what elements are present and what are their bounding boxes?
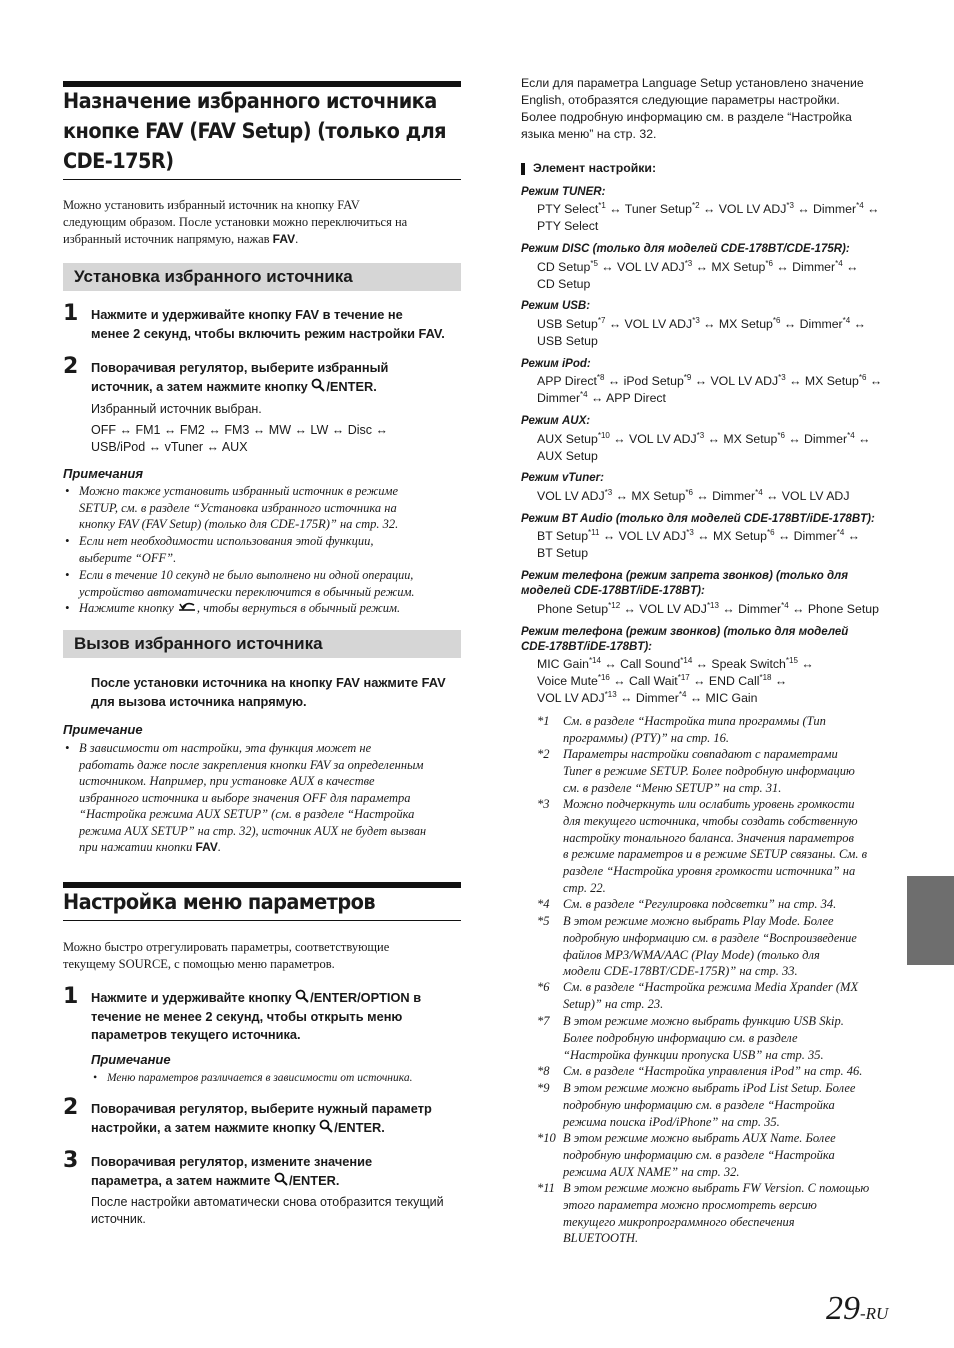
- text-line: SETUP, см. в разделе “Установка избранного источника на: [79, 500, 397, 515]
- text-line: Нажмите кнопку: [79, 601, 174, 615]
- text-line: кнопку FAV (FAV Setup) (только для CDE-175R)” на стр. 32.: [79, 517, 399, 531]
- step-2-text: [91, 359, 463, 396]
- footnote-mark: *7: [537, 1014, 550, 1028]
- footnote-mark: *1: [537, 714, 550, 728]
- search-icon: [311, 378, 326, 392]
- text-line: В этом режиме можно выбрать функцию USB Skip.: [563, 1014, 844, 1028]
- note-item: • В зависимости от настройки, эта функция может не работать даже после закрепления кнопки FAV за определенным источником. Например, при установке AUX в качестве избранного источника и выборе значения OFF для параметра “Настройка режима AUX SETUP” (см. в разделе “Настройка режима AUX SETUP” на стр. 32), источник AUX не будет вызван при нажатии кнопки FAV.: [79, 740, 469, 856]
- punct: .: [217, 840, 222, 854]
- text-line: моделей CDE-178BT/iDE-178BT):: [521, 585, 705, 597]
- text-line: См. в разделе “Регулировка подсветки” на стр. 34.: [563, 897, 837, 911]
- text-line: выберите “OFF”.: [79, 550, 177, 565]
- mode-sequence: BT Setup$^{*11}$ ↔ VOL LV ADJ$^{*3}$ ↔ MX Setup$^{*6}$ ↔ Dimmer$^{*4}$ ↔ BT Setup: [537, 527, 860, 560]
- step-result: Избранный источник выбран.: [91, 402, 262, 416]
- note-item: • Меню параметров различается в зависимости от источника.: [93, 1072, 413, 1084]
- text-line: файлов MP3/WMA/AAC (Play Mode) (только для: [563, 947, 820, 962]
- text-line: BLUETOOTH.: [563, 1231, 639, 1246]
- text-line: модели CDE-178BT/CDE-175R)” на стр. 33.: [563, 964, 798, 979]
- text-line: избранного источника и выборе значения OFF для параметра: [79, 790, 411, 805]
- text-line: В этом режиме можно выбрать FW Version. С помощью: [563, 1181, 870, 1195]
- text-line: См. в разделе “Настройка режима Media Xpander (MX: [563, 980, 859, 994]
- chapter-tab: [907, 876, 954, 965]
- note-item: • Если нет необходимости использования этой функции, выберите “OFF”.: [79, 533, 464, 566]
- mode-sequence: APP Direct$^{*8}$ ↔ iPod Setup$^{*9}$ ↔ VOL LV ADJ$^{*3}$ ↔ MX Setup$^{*6}$ ↔ Dimmer$^{*4}$ ↔ APP Direct: [537, 372, 883, 405]
- mode-heading: Режим AUX:: [521, 415, 591, 427]
- text-line: текущего микропрограммного обеспечения: [563, 1214, 795, 1229]
- text-line: подробную информацию см. в разделе “Настройка: [563, 1147, 835, 1162]
- section-title-line: Назначение избранного источника: [63, 89, 437, 113]
- text-line: для вызова источника напрямую.: [91, 693, 307, 709]
- text-line: устройство автоматически переключится в обычный режим.: [79, 584, 415, 599]
- text-line: настройки, а затем нажмите кнопку: [91, 1119, 316, 1135]
- text-line: текущему SOURCE, с помощью меню параметров.: [63, 957, 335, 971]
- mode-heading: Режим BT Audio (только для моделей CDE-178BT/iDE-178BT):: [521, 513, 875, 525]
- notes-heading: Примечания: [63, 466, 144, 481]
- fav-label: FAV: [272, 232, 296, 246]
- text-line: Поворачивая регулятор, измените значение: [91, 1154, 373, 1169]
- text-line: CDE-178BT/iDE-178BT):: [521, 641, 652, 653]
- text-line: настройку тонального баланса. Значения параметров: [563, 830, 854, 845]
- text-line: См. в разделе “Настройка типа программы (Тип: [563, 714, 826, 728]
- text-line: менее 2 секунд, чтобы включить режим настройки FAV.: [91, 325, 445, 341]
- footnote-mark: *11: [537, 1181, 555, 1195]
- text-line: Более подробную информацию см. в разделе “Настройка: [521, 110, 852, 124]
- text-line: работать даже после закрепления кнопки FAV за определенным: [79, 757, 424, 772]
- text-line: программы) (PTY)” на стр. 16.: [563, 730, 730, 745]
- title-rule: [63, 179, 461, 180]
- note-heading: Примечание: [91, 1052, 171, 1067]
- search-icon: [319, 1119, 334, 1133]
- text-line: В этом режиме можно выбрать AUX Name. Более: [563, 1131, 836, 1145]
- text-line: подробную информацию см. в разделе “Воспроизведение: [563, 930, 857, 945]
- text-line: Меню параметров различается в зависимости от источника.: [107, 1072, 413, 1084]
- fav-label: FAV: [195, 840, 218, 854]
- text-line: Нажмите и удерживайте кнопку FAV в течение не: [91, 307, 403, 322]
- step-2-text: [91, 1100, 463, 1137]
- step-number: 1: [63, 301, 79, 326]
- intro-paragraph: [63, 939, 461, 973]
- mode-heading: [521, 569, 893, 599]
- text-line: Поворачивая регулятор, выберите нужный параметр: [91, 1101, 432, 1116]
- footnote-mark: *9: [537, 1081, 550, 1095]
- text-line: Если в течение 10 секунд не было выполнено ни одной операции,: [79, 568, 414, 582]
- mode-heading: Режим DISC (только для моделей CDE-178BT/CDE-175R):: [521, 243, 850, 255]
- text-line: подробную информацию см. в разделе “Настройка: [563, 1097, 835, 1112]
- text-line: В этом режиме можно выбрать Play Mode. Более: [563, 914, 834, 928]
- text-line: USB/iPod ↔ vTuner ↔ AUX: [91, 440, 248, 454]
- text-line: режима AUX NAME” на стр. 32.: [563, 1164, 740, 1179]
- text-line: “Настройка функции пропуска USB” на стр. 35.: [563, 1047, 824, 1062]
- intro-paragraph: [63, 197, 461, 248]
- step-1-text: [91, 306, 463, 343]
- text-line: См. в разделе “Настройка управления iPod” на стр. 46.: [563, 1064, 863, 1078]
- text-line: этого параметра можно просмотреть версию: [563, 1197, 817, 1212]
- text-line: Tuner в режиме SETUP. Более подробную информацию: [563, 763, 855, 778]
- step-number: 1: [63, 984, 79, 1009]
- text-line: , чтобы вернуться в обычный режим.: [196, 601, 401, 615]
- text-line: см. в разделе “Меню SETUP” на стр. 31.: [563, 780, 782, 795]
- search-icon: [295, 989, 310, 1003]
- page-number: [826, 1290, 888, 1328]
- text-line: режима AUX SETUP” на стр. 32), источник AUX не будет вызван: [79, 823, 427, 838]
- note-item: • Можно также установить избранный источник в режиме SETUP, см. в разделе “Установка избранного источника на кнопку FAV (FAV Setup) (только для CDE-175R)” на стр. 32.: [79, 483, 464, 533]
- text-line: Если для параметра Language Setup установлено значение: [521, 76, 864, 90]
- mode-sequence: VOL LV ADJ$^{*3}$ ↔ MX Setup$^{*6}$ ↔ Dimmer$^{*4}$ ↔ VOL LV ADJ: [537, 487, 850, 503]
- text-line: избранный источник напрямую, нажав: [63, 232, 270, 246]
- title-rule: [63, 920, 461, 921]
- text-line: следующим образом. После установки можно переключиться на: [63, 215, 408, 229]
- text-line: “Настройка режима AUX SETUP” (см. в разделе “Настройка: [79, 807, 415, 821]
- text-line: После установки источника на кнопку FAV нажмите FAV: [91, 675, 446, 690]
- text-line: Если нет необходимости использования этой функции,: [79, 534, 374, 548]
- text-line: источник.: [91, 1212, 146, 1226]
- footnote-mark: *3: [537, 797, 550, 811]
- enter-label: /ENTER.: [334, 1119, 385, 1135]
- language-intro: [521, 75, 891, 143]
- step-number: 2: [63, 354, 79, 379]
- text-line: источником. Например, при установке AUX в качестве: [79, 774, 375, 788]
- mode-sequence: CD Setup$^{*5}$ ↔ VOL LV ADJ$^{*3}$ ↔ MX Setup$^{*6}$ ↔ Dimmer$^{*4}$ ↔ CD Setup: [537, 258, 859, 291]
- punct: .: [295, 232, 299, 246]
- page-number-value: 29: [826, 1290, 860, 1327]
- enter-label: /ENTER/OPTION в: [310, 990, 422, 1005]
- text-line: Можно установить избранный источник на кнопку FAV: [63, 198, 360, 212]
- return-icon: [177, 600, 197, 612]
- step-number: 3: [63, 1148, 79, 1173]
- enter-label: /ENTER.: [288, 1172, 340, 1188]
- footnote-mark: *2: [537, 747, 550, 761]
- mode-heading: Режим TUNER:: [521, 186, 606, 198]
- text-line: Параметры настройки совпадают с параметрами: [563, 747, 838, 761]
- text-line: для текущего источника, чтобы создать собственную: [563, 813, 858, 828]
- text-line: Нажмите и удерживайте кнопку: [91, 990, 292, 1005]
- subsection-heading: Установка избранного источника: [63, 263, 461, 291]
- mode-sequence: AUX Setup$^{*10}$ ↔ VOL LV ADJ$^{*3}$ ↔ MX Setup$^{*6}$ ↔ Dimmer$^{*4}$ ↔ AUX Setup: [537, 430, 871, 463]
- text-line: English, отобразятся следующие параметры настройки.: [521, 93, 840, 107]
- text-line: OFF ↔ FM1 ↔ FM2 ↔ FM3 ↔ MW ↔ LW ↔ Disc ↔: [91, 423, 388, 437]
- step-number: 2: [63, 1095, 79, 1120]
- text-line: разделе “Настройка уровня громкости источника” на: [563, 864, 856, 879]
- footnote-mark: *8: [537, 1064, 550, 1078]
- note-item: • Нажмите кнопку , чтобы вернуться в обычный режим.: [65, 601, 401, 615]
- text-line: Setup)” на стр. 23.: [563, 996, 664, 1011]
- note-heading: Примечание: [63, 722, 143, 737]
- step-result: [91, 1194, 463, 1228]
- mode-heading: Режим iPod:: [521, 358, 591, 370]
- step-1-text: [91, 989, 463, 1045]
- mode-heading: Режим vTuner:: [521, 472, 604, 484]
- text-line: режима поиска iPod/iPhone” на стр. 35.: [563, 1114, 780, 1129]
- enter-label: /ENTER.: [326, 378, 377, 394]
- text-line: языка меню” на стр. 32.: [521, 127, 657, 141]
- text-line: После настройки автоматически снова отобразится текущий: [91, 1195, 444, 1209]
- page-number-suffix: -RU: [860, 1304, 889, 1323]
- text-line: при нажатии кнопки: [79, 840, 193, 854]
- text-line: Режим телефона (режим запрета звонков) (только для: [521, 570, 848, 582]
- mode-heading: [521, 625, 893, 655]
- search-icon: [274, 1172, 289, 1186]
- section-title-line: кнопке FAV (FAV Setup) (только для: [63, 119, 447, 143]
- text-line: стр. 22.: [563, 880, 606, 895]
- text-line: Режим телефона (режим звонков) (только для моделей: [521, 626, 849, 638]
- text-line: источник, а затем нажмите кнопку: [91, 378, 308, 394]
- mode-sequence: USB Setup$^{*7}$ ↔ VOL LV ADJ$^{*3}$ ↔ MX Setup$^{*6}$ ↔ Dimmer$^{*4}$ ↔ USB Setup: [537, 315, 866, 348]
- section-title-line: CDE-175R): [63, 149, 174, 173]
- text-line: параметров текущего источника.: [91, 1027, 301, 1042]
- subsection-heading: Вызов избранного источника: [63, 630, 461, 658]
- text-line: Поворачивая регулятор, выберите избранный: [91, 360, 389, 375]
- call-instruction: [91, 674, 463, 711]
- text-line: Можно быстро отрегулировать параметры, соответствующие: [63, 940, 390, 954]
- footnote-mark: *5: [537, 914, 550, 928]
- text-line: в режиме параметров и в режиме SETUP связаны. См. в: [563, 847, 867, 862]
- elements-heading: Элемент настройки:: [533, 161, 657, 175]
- step-3-text: [91, 1153, 463, 1190]
- note-item: • Если в течение 10 секунд не было выполнено ни одной операции, устройство автоматически переключится в обычный режим.: [79, 567, 469, 600]
- text-line: Более подробную информацию см. в разделе: [563, 1030, 798, 1045]
- footnote-mark: *10: [537, 1131, 556, 1145]
- mode-sequence: MIC Gain$^{*14}$ ↔ Call Sound$^{*14}$ ↔ Speak Switch$^{*15}$ ↔ Voice Mute$^{*16}$ ↔ Call Wait$^{*17}$ ↔ END Call$^{*18}$ ↔ VOL LV ADJ$^{*13}$ ↔ Dimmer$^{*4}$ ↔ MIC Gain: [537, 655, 814, 705]
- mode-heading: Режим USB:: [521, 300, 591, 312]
- mode-sequence: PTY Select$^{*1}$ ↔ Tuner Setup$^{*2}$ ↔ VOL LV ADJ$^{*3}$ ↔ Dimmer$^{*4}$ ↔ PTY Select: [537, 200, 880, 233]
- footnote-mark: *4: [537, 897, 550, 911]
- footnote-mark: *6: [537, 980, 550, 994]
- source-sequence: [91, 422, 388, 456]
- section-title: Настройка меню параметров: [63, 890, 376, 914]
- text-line: В зависимости от настройки, эта функция может не: [79, 741, 372, 755]
- heading-marker: [521, 163, 525, 175]
- text-line: течение не менее 2 секунд, чтобы открыть меню: [91, 1008, 403, 1024]
- mode-sequence: Phone Setup$^{*12}$ ↔ VOL LV ADJ$^{*13}$ ↔ Dimmer$^{*4}$ ↔ Phone Setup: [537, 600, 879, 616]
- text-line: Можно подчеркнуть или ослабить уровень громкости: [563, 797, 855, 811]
- text-line: Можно также установить избранный источник в режиме: [79, 484, 399, 498]
- text-line: В этом режиме можно выбрать iPod List Setup. Более: [563, 1081, 856, 1095]
- text-line: параметра, а затем нажмите: [91, 1172, 271, 1188]
